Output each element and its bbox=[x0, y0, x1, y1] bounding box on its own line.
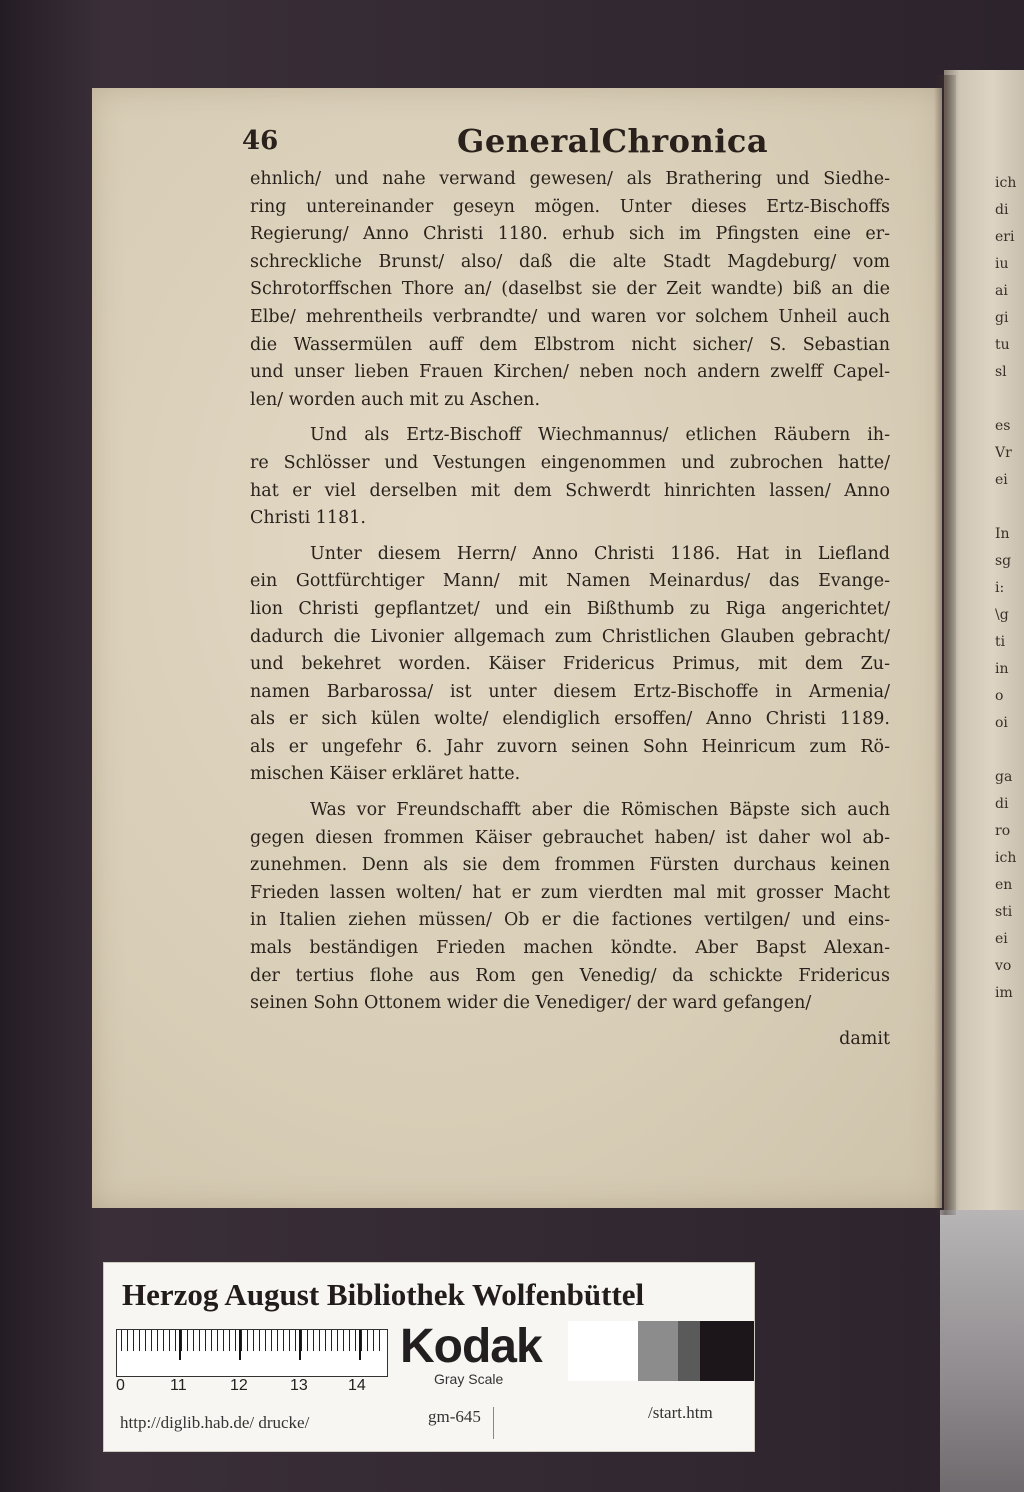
facing-fragment: tu bbox=[995, 337, 1010, 353]
facing-fragment: en bbox=[995, 877, 1013, 893]
source-url: http://diglib.hab.de/ drucke/ bbox=[120, 1413, 310, 1432]
paragraph bbox=[250, 166, 890, 414]
ruler-number: 0 bbox=[116, 1377, 125, 1394]
text-line: ehnlich/ und nahe verwand gewesen/ als Brathering und Siedhe- bbox=[250, 169, 890, 189]
text-line: als er ungefehr 6. Jahr zuvorn seinen Sohn Heinricum zum Rö- bbox=[250, 736, 890, 757]
kodak-logo: Kodak bbox=[400, 1320, 542, 1373]
text-line: len/ worden auch mit zu Aschen. bbox=[250, 389, 541, 410]
body-text bbox=[250, 166, 890, 1053]
facing-fragment: Vr bbox=[995, 445, 1012, 461]
text-line: Was vor Freundschafft aber die Römischen Bäpste sich auch bbox=[310, 800, 890, 821]
facing-page-text bbox=[995, 170, 1024, 1007]
text-line: re Schlösser und Vestungen eingenommen und zubrochen hatte/ bbox=[250, 452, 890, 473]
facing-fragment: ei bbox=[995, 931, 1008, 947]
text-line: zunehmen. Denn als sie dem frommen Fürsten durchaus keinen bbox=[250, 855, 890, 876]
facing-fragment: in bbox=[995, 661, 1009, 677]
text-line: und bekehret worden. Käiser Fridericus Primus, mit dem Zu- bbox=[250, 654, 890, 675]
facing-fragment: ich bbox=[995, 175, 1017, 191]
page-number: 46 bbox=[242, 126, 279, 156]
text-line: Christi 1181. bbox=[250, 508, 366, 529]
ruler-number: 14 bbox=[348, 1377, 366, 1394]
text-line: ring untereinander geseyn mögen. Unter dieses Ertz-Bischoffs bbox=[250, 196, 890, 217]
ruler-number: 13 bbox=[290, 1377, 308, 1394]
text-line: schreckliche Brunst/ also/ daß die alte Stadt Magdeburg/ vom bbox=[250, 251, 890, 272]
facing-fragment: ga bbox=[995, 769, 1013, 785]
facing-fragment: \g bbox=[995, 607, 1009, 623]
gray-swatch bbox=[700, 1321, 754, 1381]
text-line: Frieden lassen wolten/ hat er zum vierdten mal mit grosser Macht bbox=[250, 882, 890, 903]
facing-fragment: sti bbox=[995, 904, 1013, 920]
facing-fragment: vo bbox=[995, 958, 1012, 974]
facing-fragment: sl bbox=[995, 364, 1007, 380]
ruler-number: 12 bbox=[230, 1377, 248, 1394]
text-line: als er sich külen wolte/ elendiglich ersoffen/ Anno Christi 1189. bbox=[250, 709, 890, 730]
gray-scale-label: Gray Scale bbox=[434, 1371, 504, 1387]
catchword: damit bbox=[839, 1028, 890, 1049]
ruler-major-tick bbox=[359, 1330, 361, 1360]
text-line: namen Barbarossa/ ist unter diesem Ertz-Bischoffe in Armenia/ bbox=[250, 681, 890, 702]
ruler-numbers bbox=[116, 1377, 376, 1399]
facing-fragment: gi bbox=[995, 310, 1009, 326]
text-line: und unser lieben Frauen Kirchen/ neben noch andern zwelff Capel- bbox=[250, 362, 890, 383]
grey-backdrop bbox=[940, 1210, 1024, 1492]
text-line: hat er viel derselben mit dem Schwerdt hinrichten lassen/ Anno bbox=[250, 480, 890, 501]
facing-fragment: ich bbox=[995, 850, 1017, 866]
text-line: Regierung/ Anno Christi 1180. erhub sich im Pfingsten eine er- bbox=[250, 224, 890, 245]
gray-swatch bbox=[568, 1321, 638, 1381]
ruler-major-tick bbox=[179, 1330, 181, 1360]
facing-fragment: oi bbox=[995, 715, 1008, 731]
scale-ruler bbox=[116, 1329, 388, 1377]
library-name: Herzog August Bibliothek Wolfenbüttel bbox=[122, 1277, 645, 1312]
facing-fragment: ei bbox=[995, 472, 1008, 488]
book-page bbox=[92, 88, 942, 1208]
paragraph bbox=[250, 797, 890, 1018]
facing-fragment: ti bbox=[995, 634, 1006, 650]
gray-scale-swatches bbox=[568, 1321, 754, 1381]
start-url: /start.htm bbox=[648, 1403, 713, 1422]
ruler-number: 11 bbox=[170, 1377, 187, 1394]
facing-fragment: i: bbox=[995, 580, 1005, 596]
facing-fragment: im bbox=[995, 985, 1013, 1001]
facing-fragment: es bbox=[995, 418, 1011, 434]
text-line: in Italien ziehen müssen/ Ob er die factiones vertilgen/ und eins- bbox=[250, 910, 890, 931]
ruler-major-tick bbox=[299, 1330, 301, 1360]
paragraph bbox=[250, 422, 890, 532]
facing-fragment: eri bbox=[995, 229, 1015, 245]
gray-swatch bbox=[638, 1321, 678, 1381]
text-line: mischen Käiser erkläret hatte. bbox=[250, 764, 521, 785]
facing-fragment: ro bbox=[995, 823, 1011, 839]
text-line: Unter diesem Herrn/ Anno Christi 1186. Hat in Liefland bbox=[310, 543, 890, 564]
text-line: Schrotorffschen Thore an/ (daselbst sie der Zeit wandte) biß an die bbox=[250, 279, 890, 300]
text-line: lion Christi gepflantzet/ und ein Bißthumb zu Riga angerichtet/ bbox=[250, 598, 890, 619]
text-line: ein Gottfürchtiger Mann/ mit Namen Meinardus/ das Evange- bbox=[250, 571, 890, 592]
gray-swatch bbox=[678, 1321, 700, 1381]
facing-fragment: o bbox=[995, 688, 1004, 704]
facing-fragment: di bbox=[995, 796, 1009, 812]
text-line: gegen diesen frommen Käiser gebrauchet haben/ ist daher wol ab- bbox=[250, 827, 890, 848]
text-line: Elbe/ mehrentheils verbrandte/ und waren vor solchem Unheil auch bbox=[250, 306, 890, 327]
facing-fragment bbox=[995, 386, 1024, 413]
shelf-code: gm-645 bbox=[428, 1407, 494, 1439]
ruler-ticks bbox=[121, 1330, 383, 1368]
text-line: die Wassermülen auff dem Elbstrom nicht sicher/ S. Sebastian bbox=[250, 334, 890, 355]
paragraph bbox=[250, 541, 890, 789]
facing-fragment bbox=[995, 737, 1024, 764]
facing-fragment: In bbox=[995, 526, 1010, 542]
running-head: GeneralChronica bbox=[457, 122, 769, 160]
facing-fragment: ai bbox=[995, 283, 1008, 299]
ruler-major-tick bbox=[239, 1330, 241, 1360]
book-gutter bbox=[934, 75, 956, 1215]
text-line: dadurch die Livonier allgemach zum Christlichen Glauben gebracht/ bbox=[250, 626, 890, 647]
facing-fragment: di bbox=[995, 202, 1009, 218]
text-line: Und als Ertz-Bischoff Wiechmannus/ etlichen Räubern ih- bbox=[310, 425, 890, 446]
facing-fragment: iu bbox=[995, 256, 1009, 272]
text-line: der tertius flohe aus Rom gen Venedig/ da schickte Fridericus bbox=[250, 965, 890, 986]
text-line: seinen Sohn Ottonem wider die Venediger/ der ward gefangen/ bbox=[250, 993, 812, 1014]
facing-fragment: sg bbox=[995, 553, 1012, 569]
text-line: mals beständigen Frieden machen köndte. Aber Bapst Alexan- bbox=[250, 938, 890, 959]
page-header bbox=[242, 118, 932, 158]
color-target-card bbox=[103, 1262, 755, 1452]
facing-fragment bbox=[995, 494, 1024, 521]
